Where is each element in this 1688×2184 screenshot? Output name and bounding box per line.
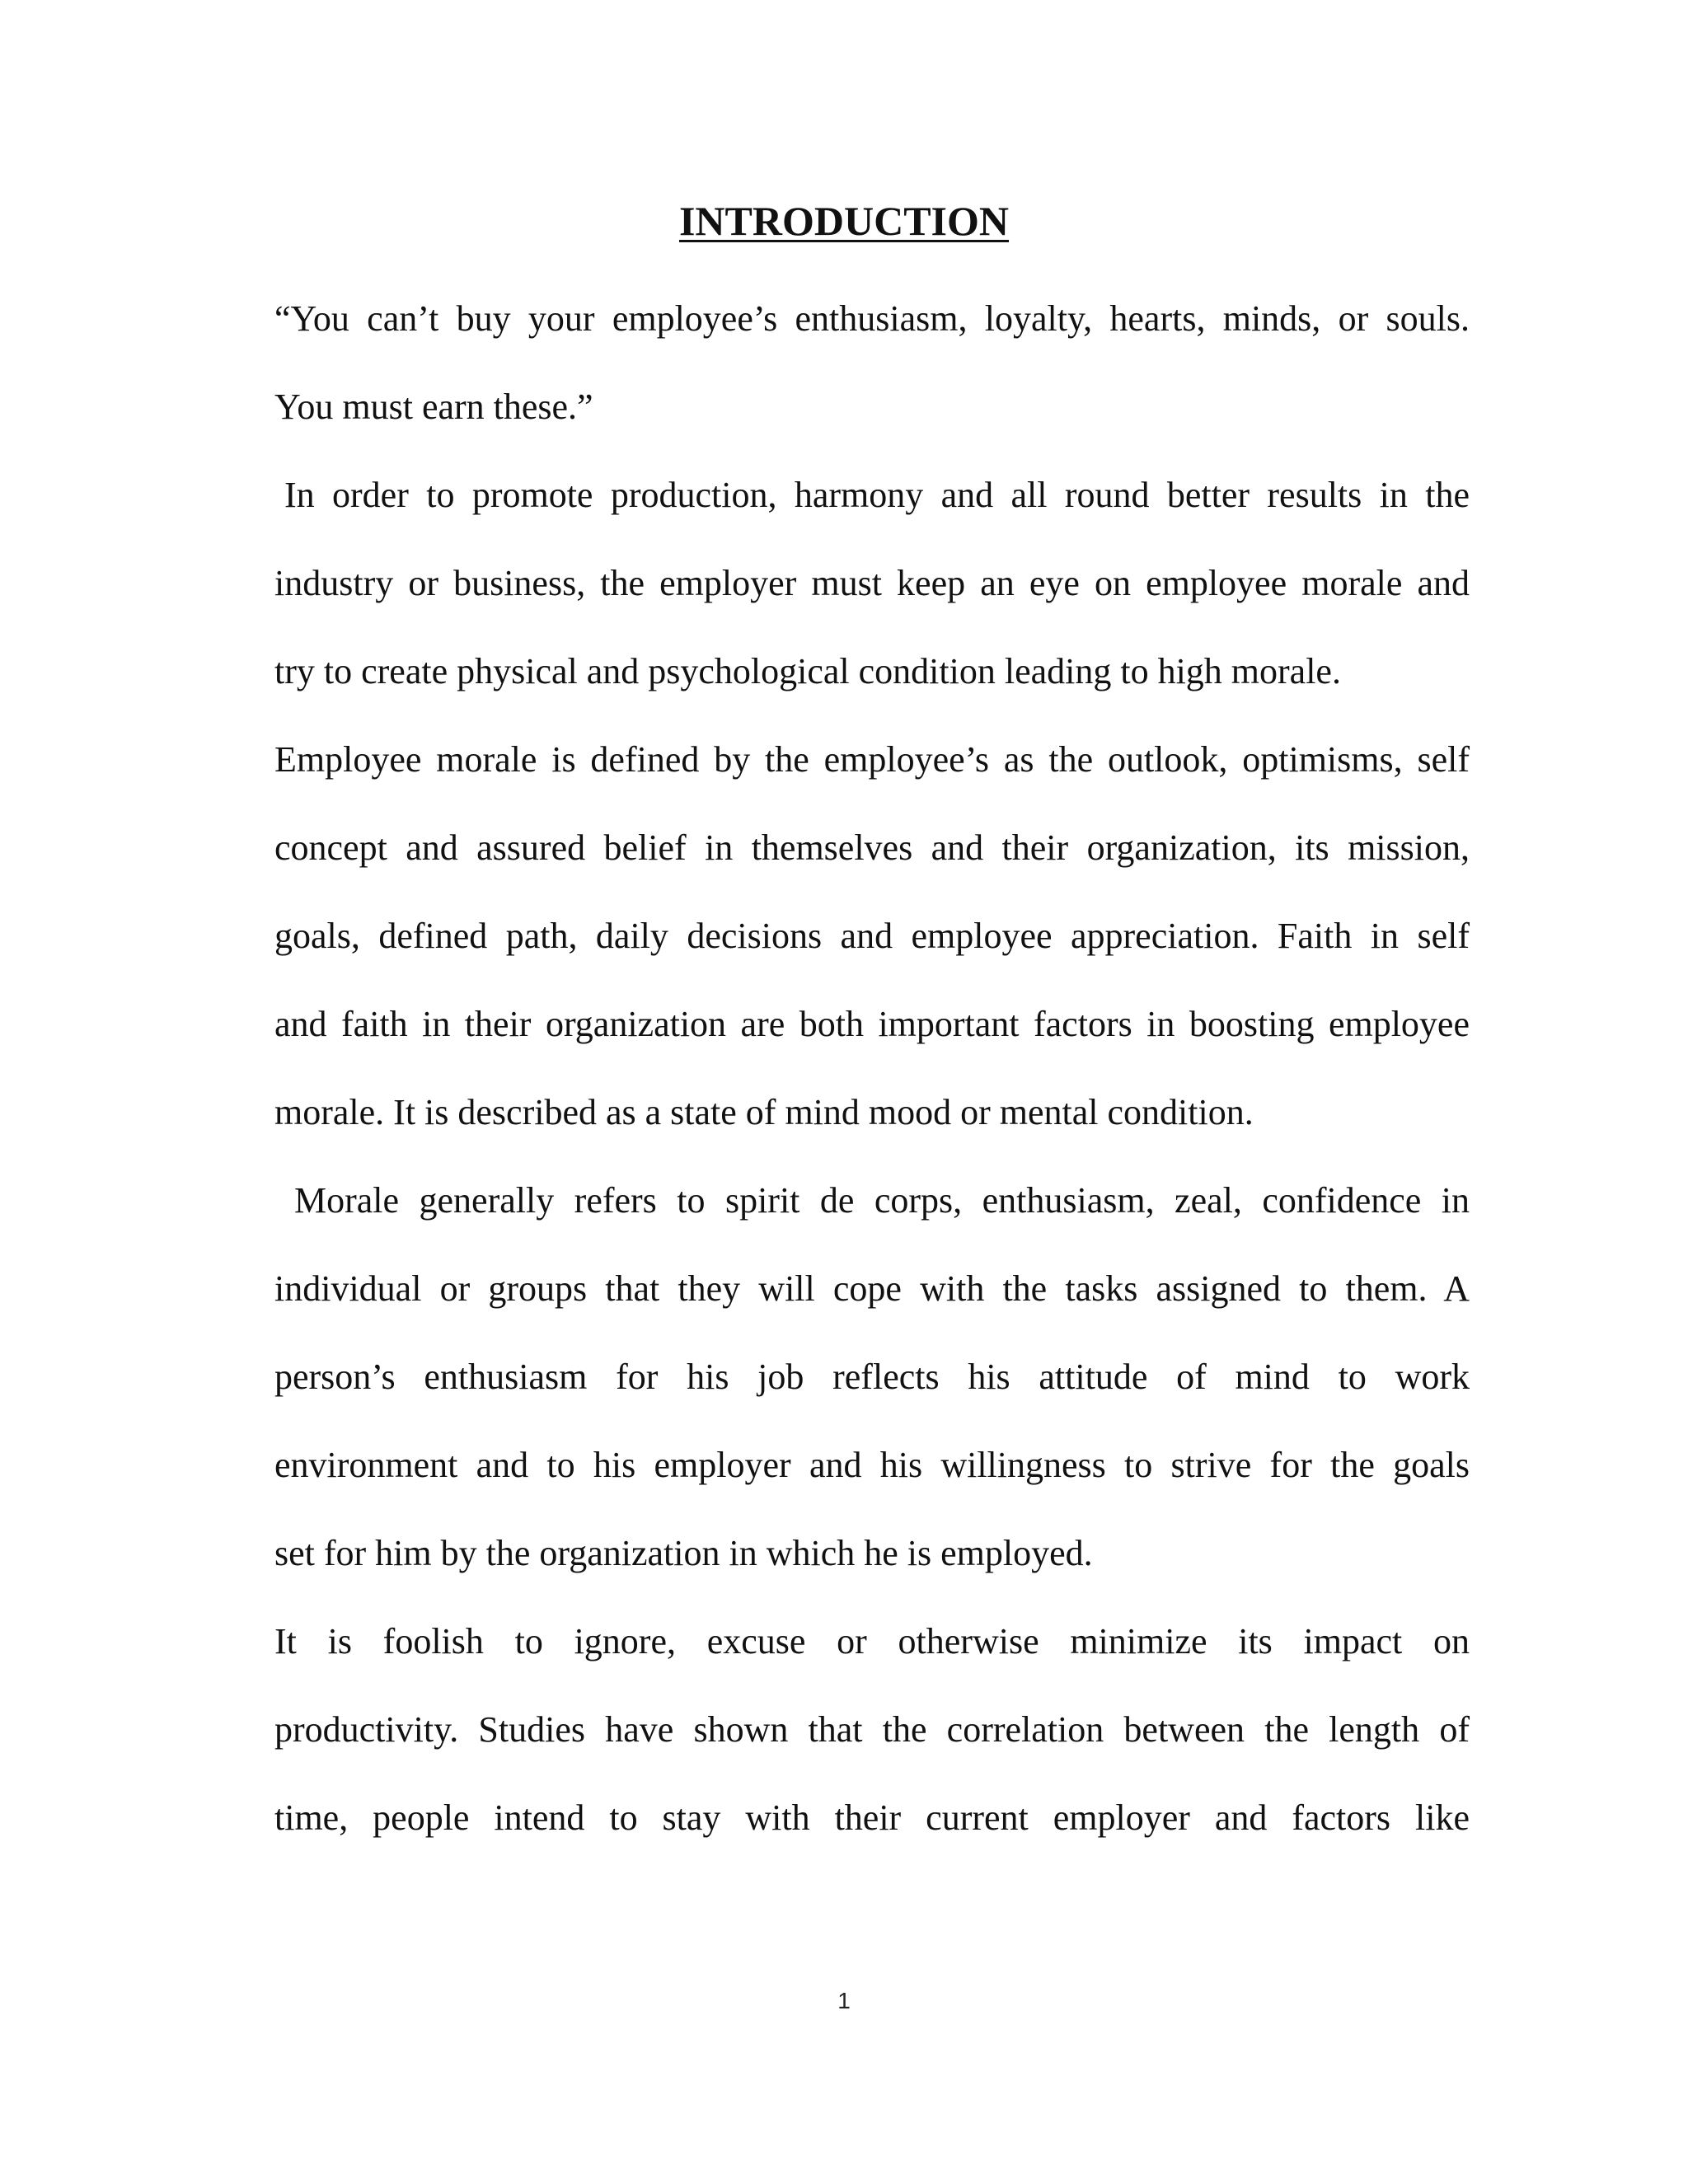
text-line: goals, defined path, daily decisions and employee appreciation. Faith in self: [274, 916, 1470, 956]
text-line: In order to promote production, harmony and all round better results in the: [284, 475, 1470, 515]
text-line: productivity. Studies have shown that the correlation between the length of: [274, 1709, 1470, 1750]
text-line: “You can’t buy your employee’s enthusiasm, loyalty, hearts, minds, or souls.: [274, 298, 1470, 339]
text-line: It is foolish to ignore, excuse or otherwise minimize its impact on: [274, 1621, 1470, 1661]
text-line: Morale generally refers to spirit de corps, enthusiasm, zeal, confidence in: [294, 1180, 1470, 1221]
title-text: INTRODUCTION: [678, 198, 1010, 244]
text-line: morale. It is described as a state of mind mood or mental condition.: [274, 1092, 1254, 1132]
text-line: time, people intend to stay with their current employer and factors like: [274, 1797, 1470, 1838]
text-line: person’s enthusiasm for his job reflects his attitude of mind to work: [274, 1357, 1470, 1397]
text-line: concept and assured belief in themselves and their organization, its mission,: [274, 827, 1470, 868]
text-line: and faith in their organization are both important factors in boosting employee: [274, 1004, 1470, 1044]
text-line: environment and to his employer and his willingness to strive for the goals: [274, 1445, 1470, 1485]
text-line: Employee morale is defined by the employee’s as the outlook, optimisms, self: [274, 739, 1470, 780]
text-line: You must earn these.”: [274, 387, 593, 427]
page-title: [0, 196, 1688, 246]
body-text: [274, 274, 1470, 1862]
text-line: try to create physical and psychological condition leading to high morale.: [274, 651, 1341, 691]
text-line: individual or groups that they will cope with the tasks assigned to them. A: [274, 1268, 1470, 1309]
page-number: 1: [837, 1988, 851, 2013]
text-line: set for him by the organization in which he is employed.: [274, 1533, 1093, 1573]
text-line: industry or business, the employer must keep an eye on employee morale and: [274, 563, 1470, 603]
